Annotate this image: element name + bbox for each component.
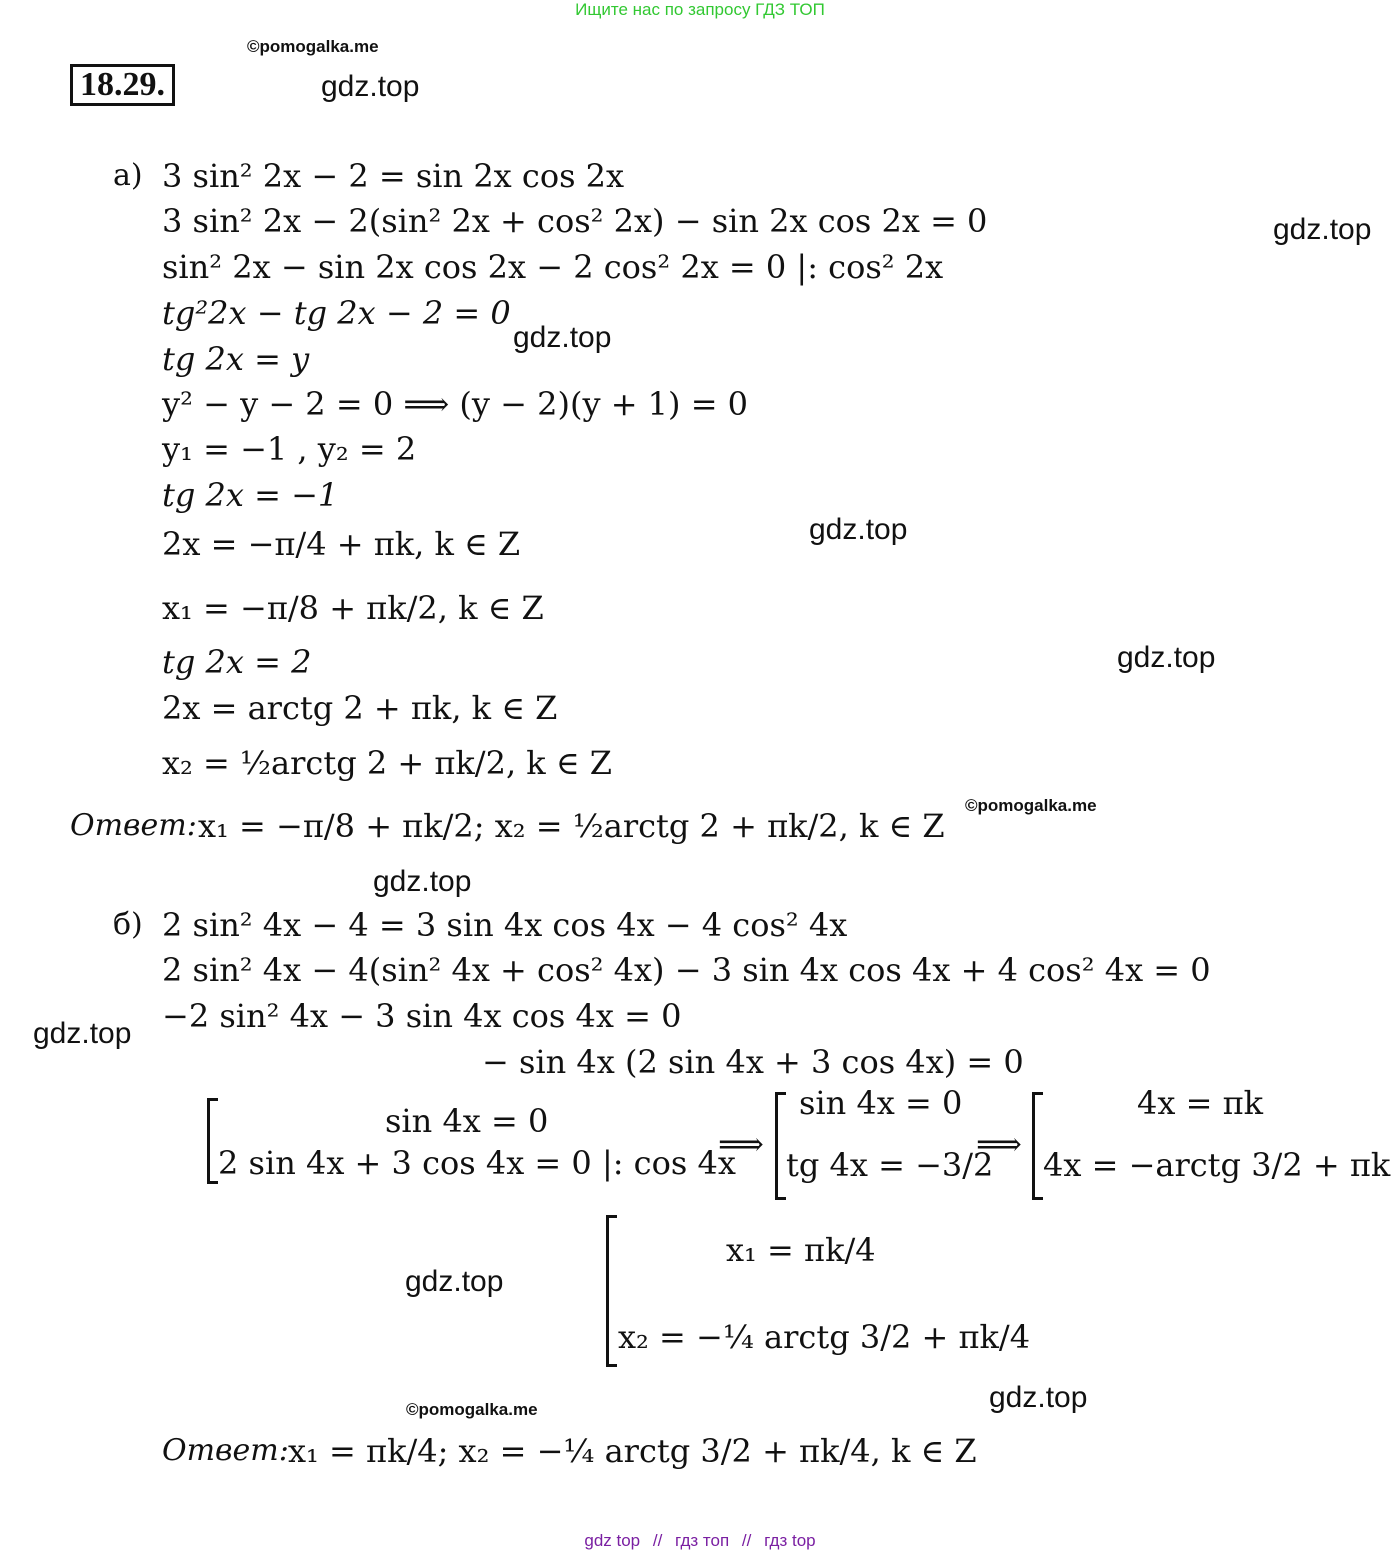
watermark: gdz.top — [989, 1381, 1088, 1414]
system1-line-1: sin 4x = 0 — [385, 1102, 549, 1140]
part-a-line-6: y² − y − 2 = 0 ⟹ (y − 2)(y + 1) = 0 — [162, 385, 749, 423]
part-b-answer-label: Ответ: — [162, 1433, 289, 1468]
part-a-line-11: tg 2x = 2 — [162, 643, 312, 681]
watermark: gdz.top — [1273, 213, 1372, 246]
part-a-line-9: 2x = −π/4 + πk, k ∈ Z — [162, 525, 521, 563]
system3-line-2: 4x = −arctg 3/2 + πk — [1043, 1146, 1391, 1184]
watermark: gdz.top — [373, 865, 472, 898]
watermark: gdz.top — [513, 321, 612, 354]
part-a-line-7: y₁ = −1 , y₂ = 2 — [162, 430, 417, 468]
part-b-answer: x₁ = πk/4; x₂ = −¼ arctg 3/2 + πk/4, k ∈ Z — [288, 1432, 977, 1470]
part-a-line-5: tg 2x = y — [162, 340, 310, 378]
top-banner: Ищите нас по запросу ГДЗ ТОП — [575, 0, 825, 19]
system3-line-1: 4x = πk — [1137, 1084, 1263, 1122]
part-b-label: б) — [113, 907, 143, 942]
system-bracket — [1032, 1092, 1043, 1200]
part-a-line-13: x₂ = ½arctg 2 + πk/2, k ∈ Z — [162, 744, 612, 782]
watermark: gdz.top — [809, 513, 908, 546]
system2-line-2: tg 4x = −3/2 — [786, 1146, 994, 1184]
footer-separator: // — [741, 1531, 752, 1550]
problem-number: 18.29. — [70, 64, 175, 106]
system-bracket — [606, 1215, 617, 1367]
part-b-line-1: 2 sin² 4x − 4 = 3 sin 4x cos 4x − 4 cos² 4x — [162, 906, 848, 944]
part-b-line-2: 2 sin² 4x − 4(sin² 4x + cos² 4x) − 3 sin 4x cos 4x + 4 cos² 4x = 0 — [162, 951, 1211, 989]
system1-line-2: 2 sin 4x + 3 cos 4x = 0 |: cos 4x — [218, 1144, 736, 1182]
watermark: gdz.top — [1117, 641, 1216, 674]
system2-line-1: sin 4x = 0 — [799, 1084, 963, 1122]
part-a-answer: x₁ = −π/8 + πk/2; x₂ = ½arctg 2 + πk/2, k ∈ Z — [198, 807, 945, 845]
part-a-line-1: 3 sin² 2x − 2 = sin 2x cos 2x — [162, 157, 625, 195]
watermark: gdz.top — [33, 1017, 132, 1050]
system-bracket — [775, 1092, 786, 1200]
part-b-line-3: −2 sin² 4x − 3 sin 4x cos 4x = 0 — [162, 997, 682, 1035]
watermark: gdz.top — [405, 1265, 504, 1298]
system-bracket — [207, 1098, 218, 1184]
part-a-line-12: 2x = arctg 2 + πk, k ∈ Z — [162, 689, 558, 727]
copyright-label: ©pomogalka.me — [965, 796, 1097, 815]
part-b-line-4: − sin 4x (2 sin 4x + 3 cos 4x) = 0 — [482, 1043, 1024, 1081]
part-a-line-4: tg²2x − tg 2x − 2 = 0 — [162, 294, 511, 332]
part-a-line-3: sin² 2x − sin 2x cos 2x − 2 cos² 2x = 0 |: cos² 2x — [162, 248, 944, 286]
copyright-label: ©pomogalka.me — [406, 1400, 538, 1419]
part-a-line-8: tg 2x = −1 — [162, 476, 339, 514]
implies-arrow: ⟹ — [976, 1125, 1022, 1163]
watermark: gdz.top — [321, 70, 420, 103]
footer-link[interactable]: гдз top — [764, 1531, 816, 1550]
part-a-answer-label: Ответ: — [70, 808, 197, 843]
system4-line-2: x₂ = −¼ arctg 3/2 + πk/4 — [618, 1318, 1031, 1356]
footer-separator: // — [652, 1531, 663, 1550]
part-a-line-2: 3 sin² 2x − 2(sin² 2x + cos² 2x) − sin 2x cos 2x = 0 — [162, 202, 988, 240]
part-a-line-10: x₁ = −π/8 + πk/2, k ∈ Z — [162, 589, 544, 627]
footer-link[interactable]: гдз топ — [675, 1531, 730, 1550]
system4-line-1: x₁ = πk/4 — [726, 1231, 876, 1269]
implies-arrow: ⟹ — [718, 1125, 764, 1163]
footer-link[interactable]: gdz top — [584, 1531, 641, 1550]
part-a-label: а) — [113, 158, 143, 193]
copyright-label: ©pomogalka.me — [247, 37, 379, 56]
footer — [0, 1531, 1400, 1551]
